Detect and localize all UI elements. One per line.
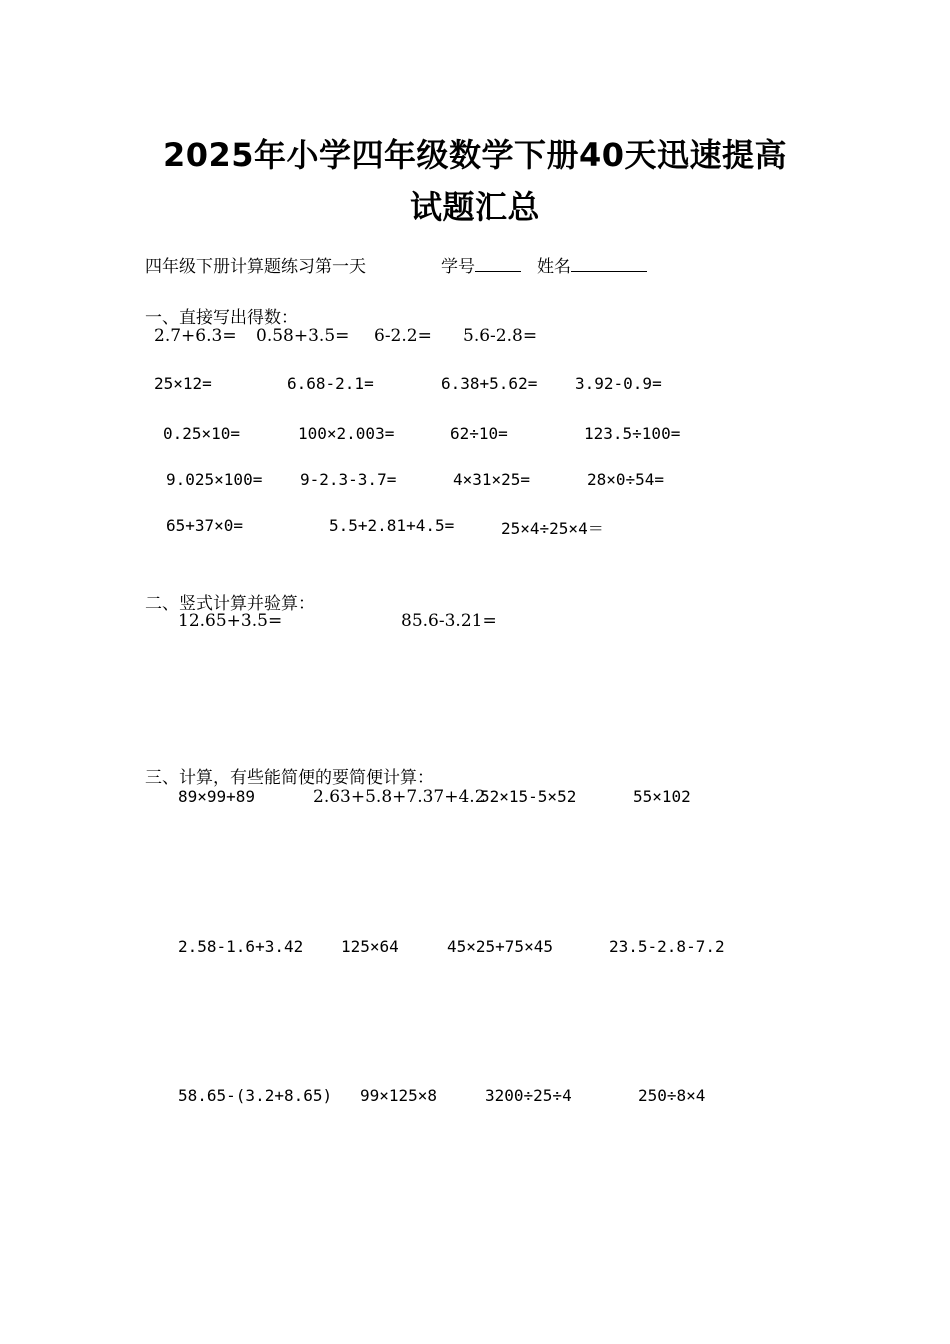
problem: 99×125×8 <box>360 1086 438 1105</box>
problem: 89×99+89 <box>178 787 256 806</box>
problem: 23.5-2.8-7.2 <box>609 937 725 956</box>
problem: 6.38+5.62= <box>441 374 538 393</box>
problem: 250÷8×4 <box>638 1086 706 1105</box>
problem: 5.5+2.81+4.5= <box>329 516 455 535</box>
problem: 12.65+3.5= <box>178 611 283 631</box>
problem: 62÷10= <box>450 424 508 443</box>
problem: 25×4÷25×4＝ <box>501 519 604 538</box>
problem: 0.25×10= <box>163 424 241 443</box>
problem: 100×2.003= <box>298 424 395 443</box>
problem: 3200÷25÷4 <box>485 1086 572 1105</box>
problem: 6-2.2= <box>374 326 432 346</box>
problem: 85.6-3.21= <box>401 611 497 631</box>
problem: 0.58+3.5= <box>256 326 350 346</box>
student-name-blank <box>571 255 647 272</box>
problem: 125×64 <box>341 937 399 956</box>
section-3-heading: 三、计算，有些能简便的要简便计算： <box>145 768 434 788</box>
problem: 3.92-0.9= <box>575 374 662 393</box>
problem: 65+37×0= <box>166 516 244 535</box>
student-id-blank <box>475 255 521 272</box>
page-title-line-2: 试题汇总 <box>409 188 540 226</box>
problem: 2.7+6.3= <box>154 326 237 346</box>
section-1-heading: 一、直接写出得数： <box>145 308 298 328</box>
problem: 28×0÷54= <box>587 470 665 489</box>
problem: 2.63+5.8+7.37+4.2 <box>313 787 486 807</box>
problem: 58.65-(3.2+8.65) <box>178 1086 333 1105</box>
problem: 45×25+75×45 <box>447 937 553 956</box>
worksheet-subtitle: 四年级下册计算题练习第一天 <box>145 257 366 277</box>
problem: 52×15-5×52 <box>480 787 577 806</box>
problem: 25×12= <box>154 374 212 393</box>
problem: 55×102 <box>633 787 691 806</box>
problem: 5.6-2.8= <box>463 326 538 346</box>
student-name-label: 姓名 <box>537 257 571 277</box>
problem: 6.68-2.1= <box>287 374 374 393</box>
student-id-label: 学号 <box>441 257 475 277</box>
student-id-field <box>441 252 521 277</box>
problem: 9-2.3-3.7= <box>300 470 397 489</box>
problem: 9.025×100= <box>166 470 263 489</box>
problem: 2.58-1.6+3.42 <box>178 937 304 956</box>
page-title-line-1: 2025年小学四年级数学下册40天迅速提高 <box>162 136 788 174</box>
section-2-heading: 二、竖式计算并验算： <box>145 594 315 614</box>
problem: 4×31×25= <box>453 470 531 489</box>
problem: 123.5÷100= <box>584 424 681 443</box>
student-name-field <box>537 252 647 277</box>
